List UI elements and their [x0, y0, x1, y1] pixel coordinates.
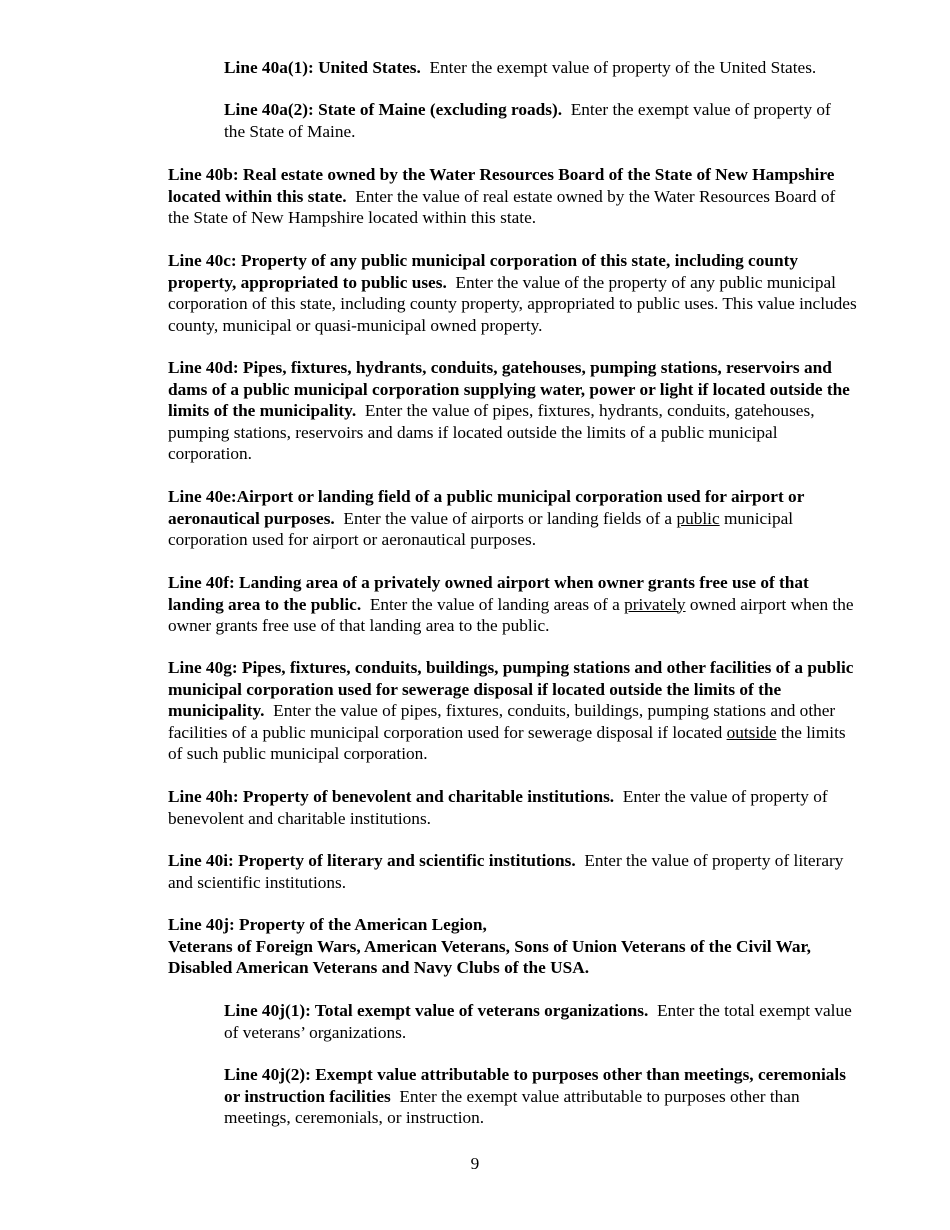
- text-line-40a2: Enter the exempt value of property of the State of Maine.: [224, 100, 831, 141]
- text-line-40j2: Enter the exempt value attributable to purposes other than meetings, ceremonials, or instruction.: [224, 1086, 800, 1128]
- paragraph-line-40j: [168, 914, 858, 979]
- text-line-40d: Enter the value of pipes, fixtures, hydrants, conduits, gatehouses, pumping stations, reservoirs and dams if located outside the limits of a public municipal corporation.: [168, 401, 815, 464]
- heading-line-40i: Line 40i: Property of literary and scientific institutions.: [168, 851, 576, 870]
- paragraph-line-40b: [168, 164, 858, 229]
- text-line-40g-after: the limits of such public municipal corporation.: [168, 722, 846, 764]
- page-number: 9: [470, 1154, 480, 1173]
- text-line-40j1: Enter the total exempt value of veterans’ organizations.: [224, 1001, 852, 1042]
- heading-line-40j-line1: Line 40j: Property of the American Legion,: [168, 915, 487, 934]
- text-line-40h: Enter the value of property of benevolent and charitable institutions.: [168, 787, 828, 828]
- heading-line-40g: Line 40g: Pipes, fixtures, conduits, buildings, pumping stations and other facilities of a public municipal corporation used for sewerage disposal if located outside the limits of the municipality.: [168, 658, 854, 721]
- heading-line-40e: Line 40e:Airport or landing field of a public municipal corporation used for airport or aeronautical purposes.: [168, 487, 805, 528]
- paragraph-line-40h: [168, 786, 858, 829]
- heading-line-40a1: Line 40a(1): United States.: [224, 58, 421, 77]
- heading-line-40h: Line 40h: Property of benevolent and charitable institutions.: [168, 787, 615, 806]
- paragraph-line-40f: [168, 572, 858, 637]
- paragraph-line-40a1: [224, 57, 854, 79]
- heading-line-40a2: Line 40a(2): State of Maine (excluding roads).: [224, 100, 563, 119]
- heading-line-40j-line2: Veterans of Foreign Wars, American Veterans, Sons of Union Veterans of the Civil War, Disabled American Veterans and Navy Clubs of the USA.: [168, 936, 811, 978]
- heading-line-40b: Line 40b: Real estate owned by the Water Resources Board of the State of New Hampshire located within this state.: [168, 165, 835, 206]
- text-line-40g-before: Enter the value of pipes, fixtures, conduits, buildings, pumping stations and other facilities of a public municipal corporation used for sewerage disposal if located: [168, 701, 836, 742]
- text-line-40i: Enter the value of property of literary and scientific institutions.: [168, 851, 844, 892]
- text-line-40e-after: municipal corporation used for airport or aeronautical purposes.: [168, 508, 794, 550]
- paragraph-line-40j2: [224, 1064, 854, 1129]
- paragraph-line-40e: [168, 486, 858, 551]
- text-line-40f-before: Enter the value of landing areas of a: [369, 594, 620, 614]
- text-line-40a1: Enter the exempt value of property of the United States.: [429, 58, 817, 77]
- text-line-40e-underlined: public: [676, 508, 720, 528]
- paragraph-line-40a2: [224, 99, 854, 142]
- heading-line-40c: Line 40c: Property of any public municipal corporation of this state, including county property, appropriated to public uses.: [168, 251, 798, 292]
- paragraph-line-40d: [168, 357, 858, 465]
- paragraph-line-40i: [168, 850, 858, 893]
- heading-line-40j2: Line 40j(2): Exempt value attributable to purposes other than meetings, ceremonials or instruction facilities: [224, 1065, 846, 1106]
- paragraph-line-40c: [168, 250, 858, 336]
- heading-line-40j1: Line 40j(1): Total exempt value of veterans organizations.: [224, 1001, 649, 1020]
- heading-line-40f: Line 40f: Landing area of a privately owned airport when owner grants free use of that landing area to the public.: [168, 573, 809, 614]
- paragraph-line-40j1: [224, 1000, 854, 1043]
- heading-line-40d: Line 40d: Pipes, fixtures, hydrants, conduits, gatehouses, pumping stations, reservoirs and dams of a public municipal corporation supplying water, power or light if located outside the limits of the municipality.: [168, 358, 850, 421]
- text-line-40g-underlined: outside: [726, 722, 777, 742]
- text-line-40f-underlined: privately: [624, 594, 686, 614]
- text-line-40b: Enter the value of real estate owned by the Water Resources Board of the State of New Hampshire located within this state.: [168, 186, 836, 228]
- text-line-40e-before: Enter the value of airports or landing fields of a: [343, 508, 673, 528]
- text-line-40f-after: owned airport when the owner grants free use of that landing area to the public.: [168, 594, 854, 636]
- text-line-40c: Enter the value of the property of any public municipal corporation of this state, including county property, appropriated to public uses. This value includes county, municipal or quasi-municipal owned property.: [168, 272, 857, 335]
- paragraph-line-40g: [168, 657, 858, 765]
